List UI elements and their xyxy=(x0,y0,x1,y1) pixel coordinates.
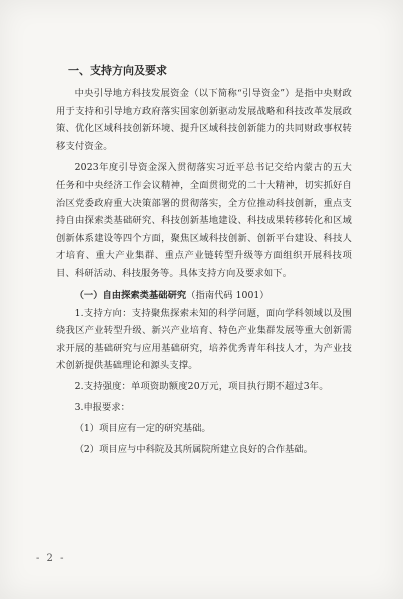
document-body xyxy=(56,62,352,459)
application-requirements: 3.申报要求： xyxy=(74,401,130,413)
requirement-1: （1）项目应有一定的研究基础。 xyxy=(74,422,211,434)
requirement-2: （2）项目应与中科院及其所属院所建立良好的合作基础。 xyxy=(74,443,313,455)
subsection-heading xyxy=(56,287,352,305)
page-number: - 2 - xyxy=(36,553,66,564)
paragraph-intro: 中央引导地方科技发展资金（以下简称“引导资金”）是指中央财政用于支持和引导地方政府落实国家创新驱动发展战略和科技改革发展政策、优化区域科技创新环境、提升区域科技创新能力的共同财政事权转移支付资金。 xyxy=(56,88,352,152)
subsection-title: （一）自由探索类基础研究 xyxy=(74,289,187,301)
section-heading: 一、支持方向及要求 xyxy=(68,64,167,77)
support-direction: 1.支持方向：支持聚焦探索未知的科学问题，面向学科领域以及围绕我区产业转型升级、新兴产业培育、特色产业集群发展等重大创新需求开展的基础研究与应用基础研究，培养优秀青年科技人才，为产业技术创新提供基础理论和源头支撑。 xyxy=(56,307,352,372)
guide-code: （指南代码 1001） xyxy=(186,289,269,301)
paragraph-2023-plan: 2023年度引导资金深入贯彻落实习近平总书记交给内蒙古的五大任务和中央经济工作会议精神，全面贯彻党的二十大精神，切实抓好自治区党委政府重大决策部署的贯彻落实，全方位推动科技创新，重点支持自由探索类基础研究、科技创新基地建设、科技成果转移转化和区域创新体系建设等四个方面，聚焦区域科技创新、创新平台建设、科技人才培育、重大产业集群、重点产业链转型升级等方面组织开展科技项目、科研活动、科技服务等。具体支持方向及要求如下。 xyxy=(56,162,352,279)
support-intensity: 2.支持强度：单项资助额度20万元，项目执行期不超过3年。 xyxy=(74,380,329,392)
